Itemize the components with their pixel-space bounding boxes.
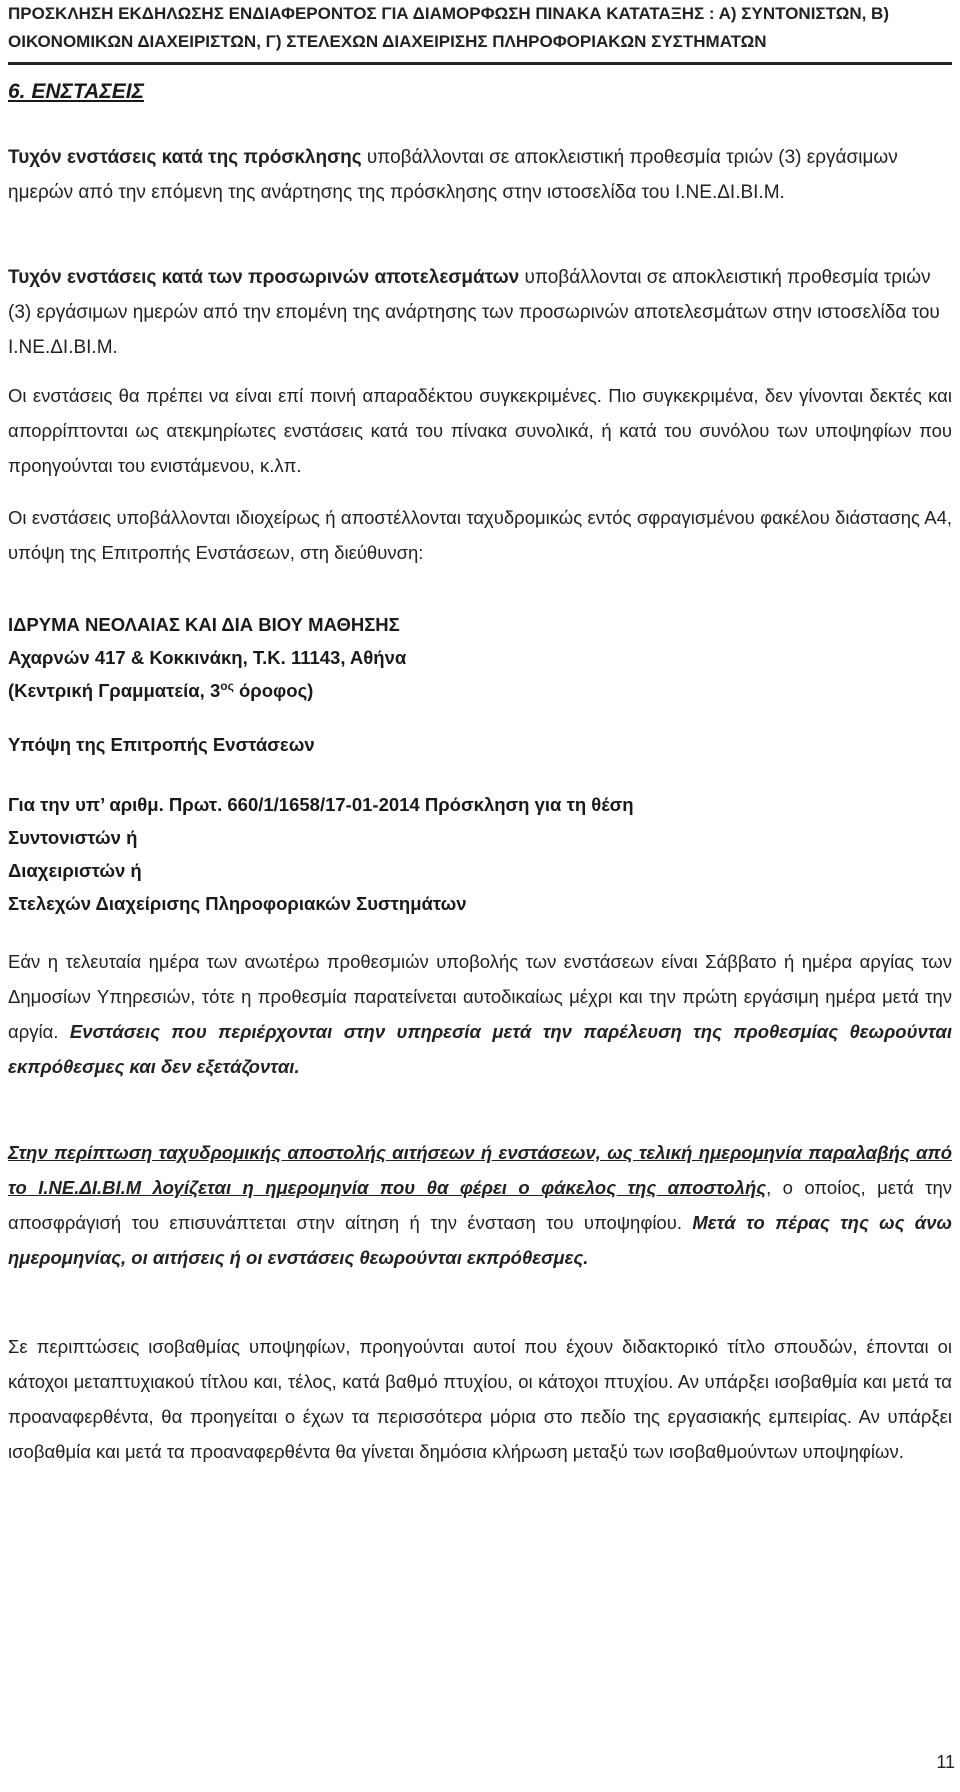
address-line-1: ΙΔΡΥΜΑ ΝΕΟΛΑΙΑΣ ΚΑΙ ΔΙΑ ΒΙΟΥ ΜΑΘΗΣΗΣ <box>8 614 400 635</box>
paragraph-objections-results <box>8 260 952 365</box>
reference-line-3: Διαχειριστών ή <box>8 860 142 881</box>
paragraph-bold-lead: Τυχόν ενστάσεις κατά της πρόσκλησης <box>8 147 362 168</box>
ordinal-suffix: ος <box>220 678 234 693</box>
paragraph-specific-objections: Οι ενστάσεις θα πρέπει να είναι επί ποινή απαραδέκτου συγκεκριμένες. Πιο συγκεκριμένα, δεν γίνονται δεκτές και απορρίπτονται ως ατεκμηρίωτες ενστάσεις κατά του πίνακα συνολικά, ή κατά του συνόλου των υποψηφίων που προηγούνται του ενιστάμενου, κ.λπ. <box>8 385 952 476</box>
address-line-3 <box>8 674 952 707</box>
paragraph-bold-lead: Τυχόν ενστάσεις κατά των προσωρινών αποτελεσμάτων <box>8 267 520 288</box>
header-divider <box>8 62 952 65</box>
header-line-2: ΟΙΚΟΝΟΜΙΚΩΝ ΔΙΑΧΕΙΡΙΣΤΩΝ, Γ) ΣΤΕΛΕΧΩΝ ΔΙΑΧΕΙΡΙΣΗΣ ΠΛΗΡΟΦΟΡΙΑΚΩΝ ΣΥΣΤΗΜΑΤΩΝ <box>8 32 767 51</box>
reference-block <box>8 788 952 920</box>
paragraph-bold-italic: Ενστάσεις που περιέρχονται στην υπηρεσία μετά την παρέλευση της προθεσμίας θεωρούνται εκπρόθεσμες και δεν εξετάζονται. <box>8 1021 952 1077</box>
paragraph-bold-italic-underlined: Στην περίπτωση ταχυδρομικής αποστολής αιτήσεων ή ενστάσεων, ως τελική ημερομηνία παραλαβής από το Ι.ΝΕ.ΔΙ.ΒΙ.Μ λογίζεται η ημερομηνία που θα φέρει ο φάκελος της αποστολής <box>8 1142 952 1198</box>
attention-line: Υπόψη της Επιτροπής Ενστάσεων <box>8 734 315 755</box>
paragraph-objections-invitation <box>8 140 952 210</box>
page-number: 11 <box>936 1752 955 1772</box>
paragraph-text: , ο οποίος, μετά την αποσφράγισή του επισυνάπτεται στην αίτηση ή την ένσταση του υποψηφίου. <box>8 1177 952 1233</box>
address-line-3-a: (Κεντρική Γραμματεία, 3 <box>8 680 221 701</box>
section-title: 6. ΕΝΣΤΑΣΕΙΣ <box>8 80 144 103</box>
paragraph-text: Εάν η τελευταία ημέρα των ανωτέρω προθεσμιών υποβολής των ενστάσεων είναι Σάββατο ή ημέρα αργίας των Δημοσίων Υπηρεσιών, τότε η προθεσμία παρατείνεται αυτοδικαίως μέχρι και την πρώτη εργάσιμη ημέρα μετά την αργία. <box>8 951 952 1042</box>
address-block <box>8 608 952 707</box>
reference-line-1: Για την υπ’ αριθμ. Πρωτ. 660/1/1658/17-01-2014 Πρόσκληση για τη θέση <box>8 794 634 815</box>
paragraph-postal-submission <box>8 1135 952 1275</box>
address-line-2: Αχαρνών 417 & Κοκκινάκη, Τ.Κ. 11143, Αθήνα <box>8 647 407 668</box>
paragraph-tie-break: Σε περιπτώσεις ισοβαθμίας υποψηφίων, προηγούνται αυτοί που έχουν διδακτορικό τίτλο σπουδών, έπονται οι κάτοχοι μεταπτυχιακού τίτλου και, τέλος, κατά βαθμό πτυχίου, οι κάτοχοι πτυχίου. Αν υπάρξει ισοβαθμία και μετά τα προαναφερθέντα, θα προηγείται ο έχων τα περισσότερα μόρια στο πεδίο της εργασιακής εμπειρίας. Αν υπάρξει ισοβαθμία και μετά τα προαναφερθέντα θα γίνεται δημόσια κλήρωση μεταξύ των ισοβαθμούντων υποψηφίων. <box>8 1336 952 1462</box>
paragraph-deadline-extension <box>8 944 952 1084</box>
reference-line-2: Συντονιστών ή <box>8 827 138 848</box>
page-header <box>8 0 952 56</box>
paragraph-bold-italic: Μετά το πέρας της ως άνω ημερομηνίας, οι αιτήσεις ή οι ενστάσεις θεωρούνται εκπρόθεσμες. <box>8 1212 952 1268</box>
reference-line-4: Στελεχών Διαχείρισης Πληροφοριακών Συστημάτων <box>8 893 467 914</box>
paragraph-submission: Οι ενστάσεις υποβάλλονται ιδιοχείρως ή αποστέλλονται ταχυδρομικώς εντός σφραγισμένου φακέλου διάστασης Α4, υπόψη της Επιτροπής Ενστάσεων, στη διεύθυνση: <box>8 507 952 563</box>
address-line-3-b: όροφος) <box>233 680 314 701</box>
paragraph-text: υποβάλλονται σε αποκλειστική προθεσμία τριών (3) εργάσιμων ημερών από την επομένη της ανάρτησης των προσωρινών αποτελεσμάτων στην ιστοσελίδα του Ι.ΝΕ.ΔΙ.ΒΙ.Μ. <box>8 267 940 358</box>
header-line-1: ΠΡΟΣΚΛΗΣΗ ΕΚΔΗΛΩΣΗΣ ΕΝΔΙΑΦΕΡΟΝΤΟΣ ΓΙΑ ΔΙΑΜΟΡΦΩΣΗ ΠΙΝΑΚΑ ΚΑΤΑΤΑΞΗΣ : Α) ΣΥΝΤΟΝΙΣΤΩΝ, Β) <box>8 4 889 23</box>
paragraph-text: υποβάλλονται σε αποκλειστική προθεσμία τριών (3) εργάσιμων ημερών από την επόμενη της ανάρτησης της πρόσκλησης στην ιστοσελίδα του Ι.ΝΕ.ΔΙ.ΒΙ.Μ. <box>8 147 898 203</box>
